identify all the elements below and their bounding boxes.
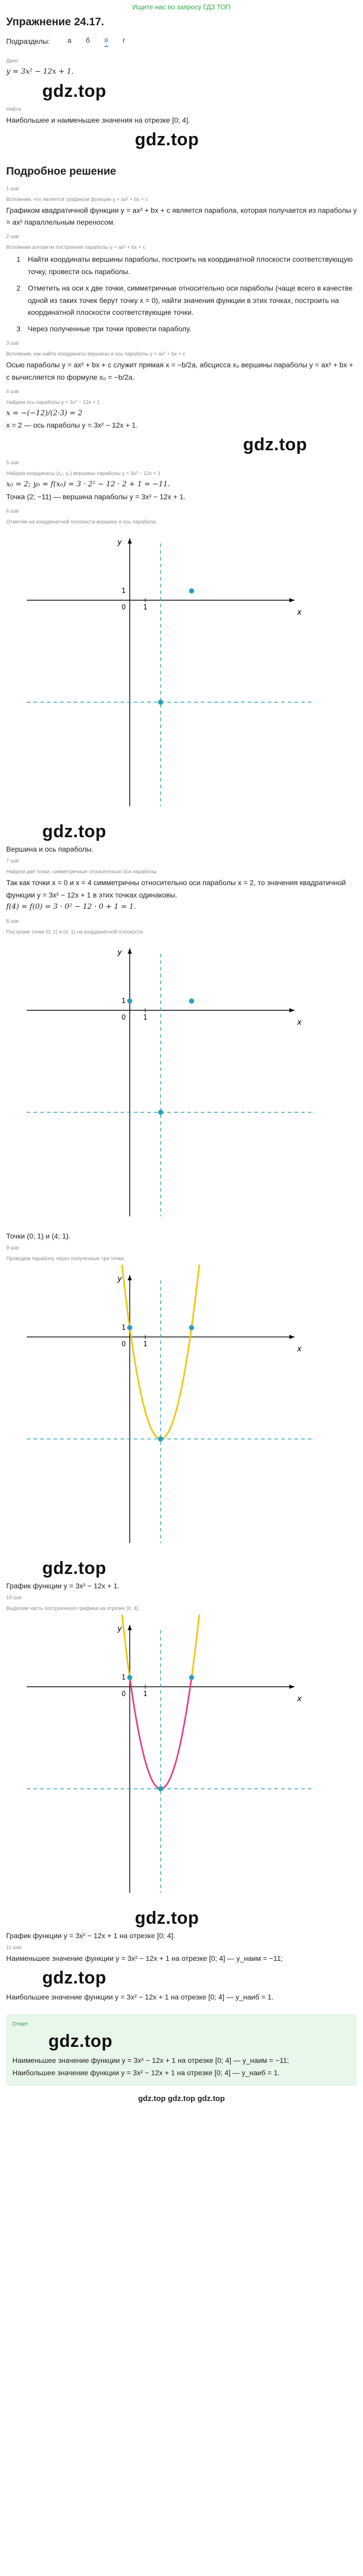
graph-vertex xyxy=(6,528,325,817)
y-axis-arrow xyxy=(128,948,132,954)
x-axis-label: x xyxy=(297,607,302,617)
x-axis-label: x xyxy=(297,1018,302,1027)
step-label: 4 шаг xyxy=(6,388,20,395)
step-formula: x = −(−12)/(2·3) = 2 xyxy=(6,409,83,417)
step-note: Выделим часть построенного графика на отрезке [0; 4]. xyxy=(6,1606,140,1612)
step-label: 8 шаг xyxy=(6,919,20,925)
origin-label: 0 xyxy=(122,1014,126,1022)
watermark: gdz.top xyxy=(48,2031,113,2051)
y-axis-arrow xyxy=(128,538,132,544)
step-note: Вспомним алгоритм построения параболы y = ax² + bx + c xyxy=(6,245,146,251)
x-axis-label: x xyxy=(297,1694,302,1704)
answer-line: Наименьшее значение функции y = 3x² − 12x + 1 на отрезке [0; 4] — y_наим = −11; xyxy=(12,2056,289,2064)
vertex-point xyxy=(158,1436,163,1442)
subsection-tabs xyxy=(6,36,357,47)
step-text: Осью параболы y = ax² + bx + c служит прямая x = −b/2a, абсцисса x₀ вершины параболы y = ax² + bx + c вычисляется по формуле x₀ = −b/2a. xyxy=(6,360,353,381)
watermark: gdz.top xyxy=(42,821,107,841)
step-text: Так как точки x = 0 и x = 4 симметричны относительно оси параболы x = 2, то значения квадратичной функции y = 3x² − 12x + 1 в этих точках одинаковы. xyxy=(6,878,346,899)
find-label: Найти xyxy=(6,106,21,112)
step-label: 1 шаг xyxy=(6,185,20,192)
step-formula: f(4) = f(0) = 3 · 0² − 12 · 0 + 1 = 1. xyxy=(6,903,136,911)
watermark: gdz.top xyxy=(42,1968,107,1988)
x-axis-label: x xyxy=(297,1344,302,1354)
x-axis-arrow xyxy=(289,1685,295,1689)
x-axis-arrow xyxy=(289,1335,295,1339)
tab-g[interactable]: г xyxy=(123,36,126,44)
step-text: Точка (2; −11) — вершина параболы y = 3x² − 12x + 1. xyxy=(6,492,186,501)
graph-points xyxy=(6,938,325,1227)
list-item: 1 Найти координаты вершины параболы, построить на координатной плоскости соответствующую точку, провести ось параболы. xyxy=(16,255,353,276)
point-0-1 xyxy=(127,998,132,1004)
tabs-label: Подразделы: xyxy=(6,37,50,45)
watermark: gdz.top xyxy=(42,81,107,101)
step-label: 10 шаг xyxy=(6,1595,23,1601)
step-label: 9 шаг xyxy=(6,1245,20,1251)
origin-label: 0 xyxy=(122,603,126,612)
x-tick-label: 1 xyxy=(143,1341,148,1349)
answer-box xyxy=(6,2014,357,2087)
step-text: x = 2 — ось параболы y = 3x² − 12x + 1. xyxy=(6,421,138,430)
y-axis-label: y xyxy=(117,1624,122,1634)
step-note: Построим точки (0; 1) и (4; 1) на координатной плоскости. xyxy=(6,929,145,936)
y-axis-arrow xyxy=(128,1625,132,1630)
given-formula: y = 3x² − 12x + 1. xyxy=(6,67,74,76)
step-note: Найдем координаты (x₀; y₀) вершины параболы y = 3x² − 12x + 1 xyxy=(6,471,161,477)
tab-b[interactable]: б xyxy=(85,36,90,44)
step-label: 5 шаг xyxy=(6,460,20,466)
step-label: 3 шаг xyxy=(6,340,20,346)
y-tick-label: 1 xyxy=(122,1324,126,1332)
graph-caption: График функции y = 3x² − 12x + 1 на отрезке [0; 4]. xyxy=(6,1931,176,1940)
watermark: gdz.top xyxy=(243,435,307,455)
step-formula: x₀ = 2; y₀ = f(x₀) = 3 · 2² − 12 · 2 + 1 = −11. xyxy=(6,480,170,489)
graph-caption: График функции y = 3x² − 12x + 1. xyxy=(6,1582,120,1590)
algorithm-list xyxy=(16,253,357,335)
point-0-1 xyxy=(127,1675,132,1680)
step-label: 11 шаг xyxy=(6,1945,22,1951)
graph-segment xyxy=(6,1615,325,1903)
answer-label: Ответ xyxy=(12,2021,28,2027)
step-note: Проведем параболу через полученные три точки. xyxy=(6,1256,125,1262)
origin-label: 0 xyxy=(122,1341,126,1349)
step-label: 7 шаг xyxy=(6,858,20,864)
tab-a[interactable]: а xyxy=(67,36,72,44)
x-axis-arrow xyxy=(289,1008,295,1012)
step-note: Найдем ось параболы y = 3x² − 12x + 1 xyxy=(6,399,100,405)
y-axis-label: y xyxy=(117,1274,122,1284)
answer-line: Наибольшее значение функции y = 3x² − 12x + 1 на отрезке [0; 4] — y_наиб = 1. xyxy=(12,2068,280,2077)
step-note: Найдем две точки, симметричные относительно оси параболы xyxy=(6,869,157,875)
graph-parabola xyxy=(6,1265,325,1553)
point-4-1 xyxy=(189,588,194,594)
vertex-point xyxy=(158,700,163,705)
step-note: Вспомним, что является графиком функции y = ax² + bx + c xyxy=(6,196,148,202)
list-item: 3 Через полученные три точки провести параболу. xyxy=(16,325,192,333)
promo-banner[interactable]: Ищите нас по запросу ГДЗ ТОП xyxy=(132,3,231,11)
vertex-point xyxy=(158,1110,163,1115)
step-text: Наибольшее значение функции y = 3x² − 12x + 1 на отрезке [0; 4] — y_наиб = 1. xyxy=(6,1992,274,2001)
step-label: 6 шаг xyxy=(6,508,20,514)
point-0-1 xyxy=(127,1325,132,1330)
watermark: gdz.top xyxy=(135,1908,199,1928)
step-text: Графиком квадратичной функции y = ax² + bx + c является парабола, которая получается из параболы y = ax² параллельным переносом. xyxy=(6,206,357,227)
y-tick-label: 1 xyxy=(122,587,126,595)
origin-label: 0 xyxy=(122,1690,126,1699)
watermark: gdz.top xyxy=(42,1558,107,1579)
x-tick-label: 1 xyxy=(143,1014,148,1022)
y-tick-label: 1 xyxy=(122,997,126,1006)
graph-caption: Точки (0; 1) и (4; 1). xyxy=(6,1232,71,1241)
y-axis-arrow xyxy=(128,1275,132,1280)
find-text: Наибольшее и наименьшее значения на отрезке [0; 4]. xyxy=(6,115,191,124)
point-4-1 xyxy=(189,1325,194,1330)
y-tick-label: 1 xyxy=(122,1674,126,1682)
footer-watermarks: gdz.top gdz.top gdz.top xyxy=(138,2094,225,2104)
vertex-point xyxy=(158,1786,163,1791)
x-axis-arrow xyxy=(289,598,295,602)
y-axis-label: y xyxy=(117,947,122,957)
point-4-1 xyxy=(189,1675,194,1680)
point-4-1 xyxy=(189,998,194,1004)
step-text: Наименьшее значение функции y = 3x² − 12x + 1 на отрезке [0; 4] — y_наим = −11; xyxy=(6,1954,283,1963)
solution-title: Подробное решение xyxy=(6,165,116,177)
tab-v[interactable]: в xyxy=(105,36,108,47)
given-label: Дано xyxy=(6,58,19,64)
step-note: Вспомним, как найти координаты вершины и ось параболы y = ax² + bx + c xyxy=(6,351,185,357)
parabola-curve xyxy=(122,1265,200,1439)
x-tick-label: 1 xyxy=(143,603,148,612)
watermark: gdz.top xyxy=(135,129,199,149)
step-note: Отметим на координатной плоскости вершину и ось параболы. xyxy=(6,519,158,525)
x-tick-label: 1 xyxy=(143,1690,148,1699)
page-title: Упражнение 24.17. xyxy=(6,16,105,28)
y-axis-label: y xyxy=(117,537,122,547)
list-item: 2 Отметить на оси x две точки, симметричные относительно оси параболы (чаще всего в качестве одной из таких точек берут точку x = 0), найти значения функции в этих точках, построить на координатной плоскости соответствующие точки. xyxy=(16,283,353,317)
graph-caption: Вершина и ось параболы. xyxy=(6,844,94,853)
step-label: 2 шаг xyxy=(6,234,20,240)
